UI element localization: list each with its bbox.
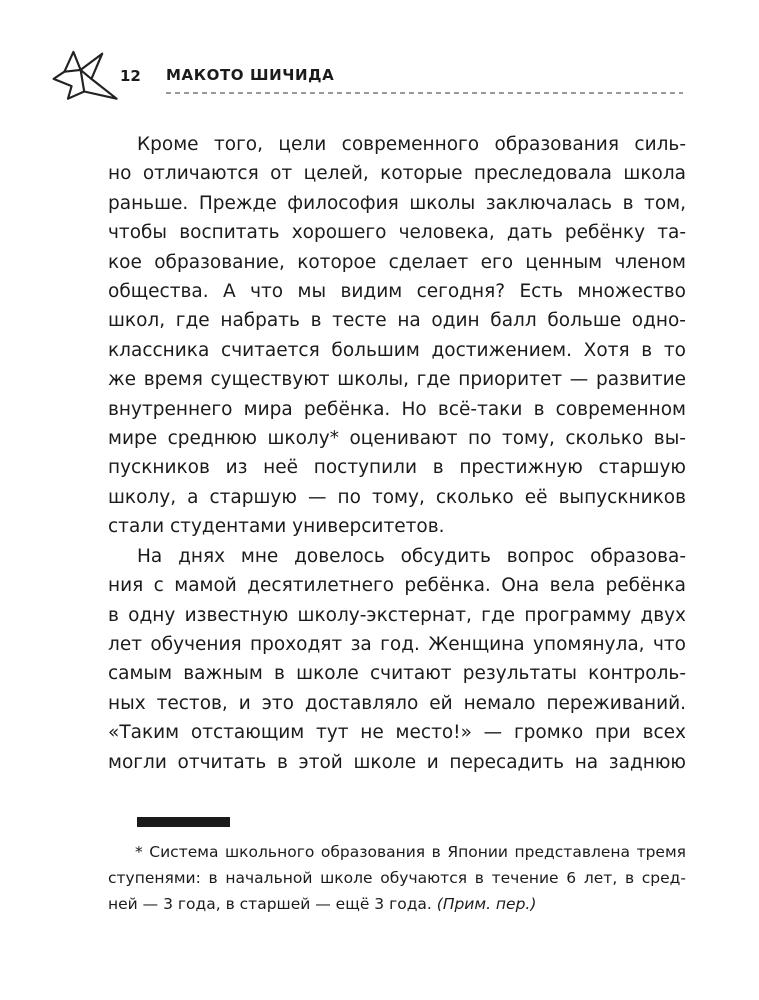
text-line: классника считается большим достижением. Хотя в то	[108, 339, 686, 361]
footnote-segment: ступенями: в начальной школе обучаются в течение 6 лет, в сред-	[108, 869, 686, 887]
text-line: лет обучения проходят за год. Женщина упомянула, что	[108, 633, 686, 655]
page-header	[120, 66, 683, 94]
text-line: самым важным в школе считают результаты контроль-	[108, 663, 686, 685]
text-line: могли отчитать в этой школе и пересадить на заднюю	[108, 751, 686, 773]
text-line: мире среднюю школу* оценивают по тому, сколько вы-	[108, 428, 686, 450]
footnote-segment: ней — 3 года, в старшей — ещё 3 года.	[108, 895, 437, 913]
text-line: чтобы воспитать хорошего человека, дать ребёнку та-	[108, 222, 686, 244]
text-line: в одну известную школу-экстернат, где программу двух	[108, 604, 686, 626]
text-line: Кроме того, цели современного образования силь-	[137, 134, 686, 155]
footnote-segment: * Система школьного образования в Японии представлена тремя	[135, 843, 686, 861]
text-line: ных тестов, и это доставляло ей немало переживаний.	[108, 692, 686, 714]
text-line: внутреннего мира ребёнка. Но всё-таки в современном	[108, 398, 686, 420]
text-line: ния с мамой десятилетнего ребёнка. Она вела ребёнка	[108, 575, 686, 597]
running-title: МАКОТО ШИЧИДА	[166, 66, 335, 84]
footnote-line	[108, 865, 686, 891]
text-line: общества. А что мы видим сегодня? Есть множество	[108, 281, 686, 303]
dashed-rule	[166, 92, 683, 94]
footnote-separator	[137, 817, 230, 827]
footnote-line	[108, 839, 686, 865]
body-text	[108, 130, 686, 777]
page-number: 12	[120, 67, 141, 85]
text-line: стали студентами университетов.	[108, 516, 445, 538]
text-line: «Таким отстающим тут не место!» — громко при всех	[108, 722, 686, 744]
text-line: кое образование, которое сделает его ценным членом	[108, 251, 686, 273]
text-line: школ, где набрать в тесте на один балл больше одно-	[108, 310, 686, 332]
text-line: школу, а старшую — по тому, сколько её выпускников	[108, 486, 686, 508]
footnote-text	[108, 839, 686, 917]
origami-bird-svg	[50, 46, 122, 110]
footnote-line	[108, 891, 686, 917]
text-line: пускников из неё поступили в престижную старшую	[108, 457, 686, 479]
text-line: но отличаются от целей, которые преследовала школа	[108, 163, 686, 185]
text-line: На днях мне довелось обсудить вопрос образова-	[137, 545, 686, 567]
footnote-attribution: (Прим. пер.)	[436, 895, 537, 913]
header-right	[166, 66, 683, 94]
origami-bird-icon	[50, 46, 122, 110]
text-line: раньше. Прежде философия школы заключалась в том,	[108, 192, 686, 214]
text-line: же время существуют школы, где приоритет — развитие	[108, 369, 686, 391]
